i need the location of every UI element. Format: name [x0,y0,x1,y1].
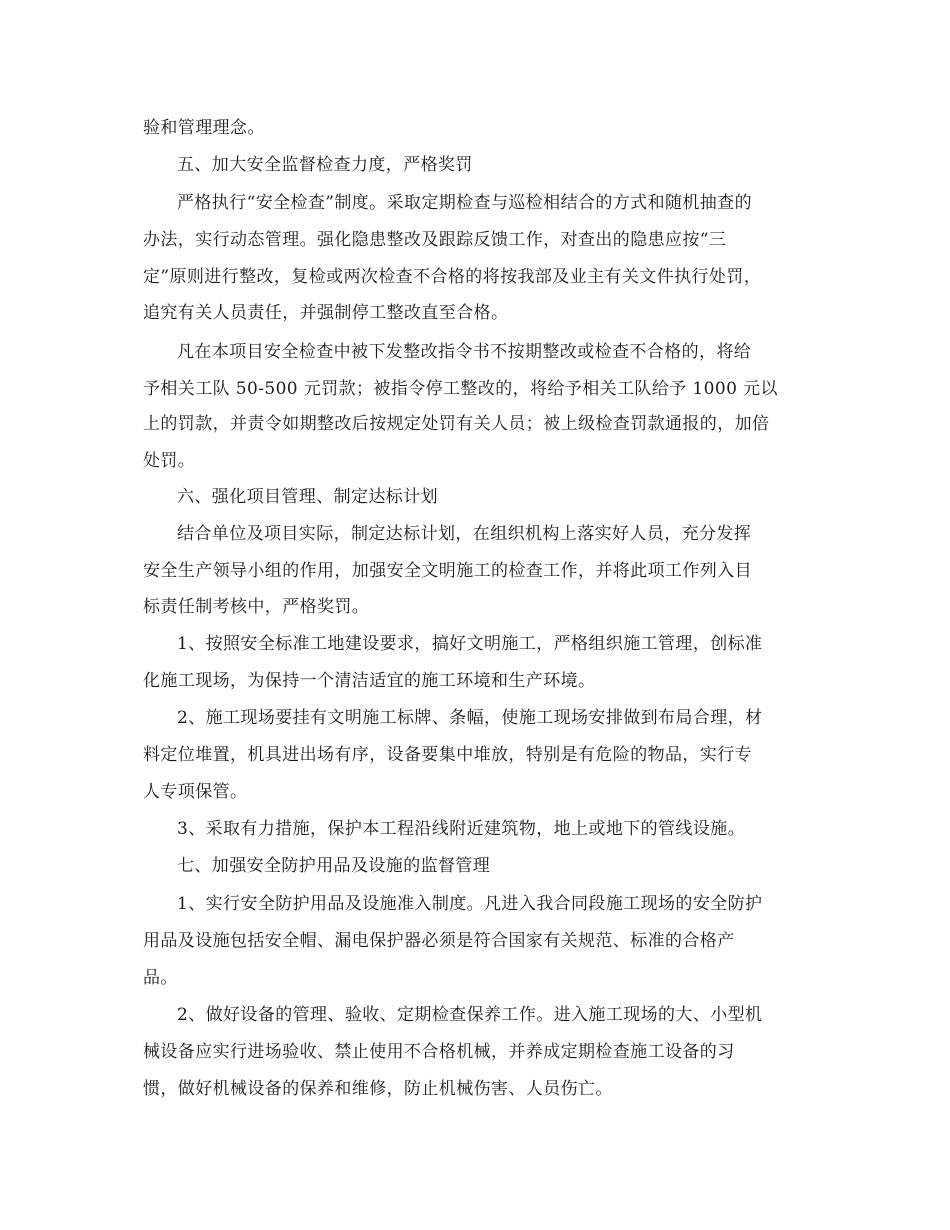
paragraph-line: 上的罚款，并责令如期整改后按规定处罚有关人员；被上级检查罚款通报的，加倍 [143,414,770,434]
paragraph-line: 械设备应实行进场验收、禁止使用不合格机械，并养成定期检查施工设备的习 [143,1042,735,1062]
list-item: 2、施工现场要挂有文明施工标牌、条幅，使施工现场安排做到布局合理，材 [177,708,763,728]
list-item: 1、按照安全标准工地建设要求，搞好文明施工，严格组织施工管理，创标准 [177,634,763,654]
paragraph-line: 严格执行“安全检查”制度。采取定期检查与巡检相结合的方式和随机抽查的 [177,193,752,213]
paragraph-line: 追究有关人员责任，并强制停工整改直至合格。 [143,303,509,323]
paragraph-line: 处罚。 [143,451,196,471]
paragraph-line: 结合单位及项目实际，制定达标计划，在组织机构上落实好人员，充分发挥 [177,524,752,544]
list-item: 2、做好设备的管理、验收、定期检查保养工作。进入施工现场的大、小型机 [177,1005,763,1025]
paragraph-line: 凡在本项目安全检查中被下发整改指令书不按期整改或检查不合格的，将给 [177,342,752,362]
paragraph-line: 化施工现场，为保持一个清洁适宜的施工环境和生产环境。 [143,671,596,691]
paragraph-line: 验和管理理念。 [143,118,265,138]
list-item: 1、实行安全防护用品及设施准入制度。凡进入我合同段施工现场的安全防护 [177,894,763,914]
paragraph-line: 标责任制考核中，严格奖罚。 [143,597,370,617]
paragraph-line: 用品及设施包括安全帽、漏电保护器必须是符合国家有关规范、标准的合格产 [143,931,735,951]
section-heading: 六、强化项目管理、制定达标计划 [177,487,438,507]
paragraph-line: 安全生产领导小组的作用，加强安全文明施工的检查工作，并将此项工作列入目 [143,561,752,581]
paragraph-line: 定”原则进行整改，复检或两次检查不合格的将按我部及业主有关文件执行处罚， [143,267,762,287]
list-item: 3、采取有力措施，保护本工程沿线附近建筑物，地上或地下的管线设施。 [177,819,746,839]
paragraph-line: 人专项保管。 [143,782,248,802]
paragraph-line: 品。 [143,968,178,988]
paragraph-line: 办法，实行动态管理。强化隐患整改及跟踪反馈工作，对查出的隐患应按“三 [143,230,727,250]
paragraph-line: 予相关工队 50-500 元罚款；被指令停工整改的，将给予相关工队给予 1000 元以 [143,379,778,399]
paragraph-line: 料定位堆置，机具进出场有序，设备要集中堆放，特别是有危险的物品，实行专 [143,745,752,765]
paragraph-line: 惯，做好机械设备的保养和维修，防止机械伤害、人员伤亡。 [143,1079,613,1099]
section-heading: 七、加强安全防护用品及设施的监督管理 [177,856,491,876]
section-heading: 五、加大安全监督检查力度，严格奖罚 [177,155,473,175]
